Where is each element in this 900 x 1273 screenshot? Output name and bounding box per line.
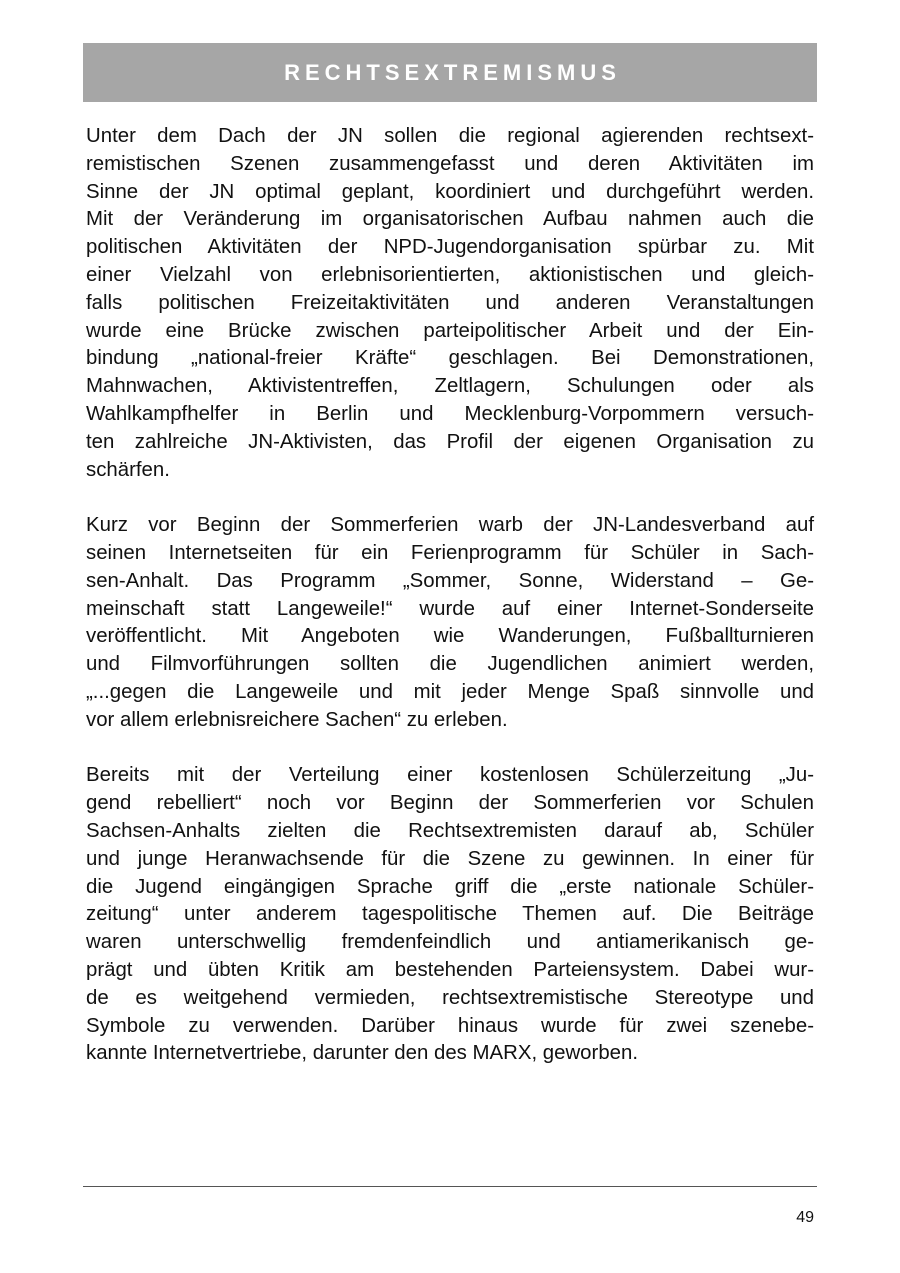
paragraph-3 — [86, 762, 814, 1068]
text-line: Wahlkampfhelfer in Berlin und Mecklenburg-Vorpommern versuch- — [86, 402, 814, 425]
text-line: Symbole zu verwenden. Darüber hinaus wurde für zwei szenebe- — [86, 1014, 814, 1037]
text-line: ten zahlreiche JN-Aktivisten, das Profil der eigenen Organisation zu — [86, 430, 814, 453]
text-line: wurde eine Brücke zwischen parteipolitischer Arbeit und der Ein- — [86, 319, 814, 342]
text-line: Sachsen-Anhalts zielten die Rechtsextremisten darauf ab, Schüler — [86, 819, 814, 842]
text-line: zeitung“ unter anderem tagespolitische Themen auf. Die Beiträge — [86, 903, 814, 926]
text-line: politischen Aktivitäten der NPD-Jugendorganisation spürbar zu. Mit — [86, 236, 814, 259]
footer-divider — [83, 1186, 817, 1187]
text-line: Mit der Veränderung im organisatorischen Aufbau nahmen auch die — [86, 208, 814, 231]
paragraph-1 — [86, 123, 814, 484]
text-line: sen-Anhalt. Das Programm „Sommer, Sonne, Widerstand – Ge- — [86, 569, 814, 592]
text-line: und Filmvorführungen sollten die Jugendlichen animiert werden, — [86, 653, 814, 676]
text-line: Sinne der JN optimal geplant, koordiniert und durchgeführt werden. — [86, 180, 814, 203]
text-line: bindung „national-freier Kräfte“ geschlagen. Bei Demonstrationen, — [86, 347, 814, 370]
text-line: veröffentlicht. Mit Angeboten wie Wanderungen, Fußballturnieren — [86, 625, 814, 648]
paragraph-2 — [86, 512, 814, 734]
text-line: vor allem erlebnisreichere Sachen“ zu erleben. — [86, 708, 508, 731]
text-line: seinen Internetseiten für ein Ferienprogramm für Schüler in Sach- — [86, 541, 814, 564]
text-line: schärfen. — [86, 458, 170, 481]
text-line: prägt und übten Kritik am bestehenden Parteiensystem. Dabei wur- — [86, 958, 814, 981]
text-line: Kurz vor Beginn der Sommerferien warb der JN-Landesverband auf — [86, 514, 814, 537]
text-line: gend rebelliert“ noch vor Beginn der Sommerferien vor Schulen — [86, 792, 814, 815]
body-text — [86, 123, 814, 1096]
text-line: falls politischen Freizeitaktivitäten und anderen Veranstaltungen — [86, 291, 814, 314]
section-title: RECHTSEXTREMISMUS — [284, 59, 621, 85]
text-line: kannte Internetvertriebe, darunter den des MARX, geworben. — [86, 1042, 639, 1065]
text-line: remistischen Szenen zusammengefasst und deren Aktivitäten im — [86, 152, 814, 175]
text-line: die Jugend eingängigen Sprache griff die „erste nationale Schüler- — [86, 875, 814, 898]
text-line: waren unterschwellig fremdenfeindlich und antiamerikanisch ge- — [86, 931, 814, 954]
section-header-band — [83, 43, 817, 102]
text-line: meinschaft statt Langeweile!“ wurde auf einer Internet-Sonderseite — [86, 597, 814, 620]
text-line: Bereits mit der Verteilung einer kostenlosen Schülerzeitung „Ju- — [86, 764, 814, 787]
text-line: und junge Heranwachsende für die Szene zu gewinnen. In einer für — [86, 847, 814, 870]
text-line: de es weitgehend vermieden, rechtsextremistische Stereotype und — [86, 986, 814, 1009]
text-line: Mahnwachen, Aktivistentreffen, Zeltlagern, Schulungen oder als — [86, 375, 814, 398]
text-line: „...gegen die Langeweile und mit jeder Menge Spaß sinnvolle und — [86, 680, 814, 703]
text-line: einer Vielzahl von erlebnisorientierten, aktionistischen und gleich- — [86, 263, 814, 286]
page-number: 49 — [796, 1209, 814, 1226]
text-line: Unter dem Dach der JN sollen die regional agierenden rechtsext- — [86, 125, 814, 147]
